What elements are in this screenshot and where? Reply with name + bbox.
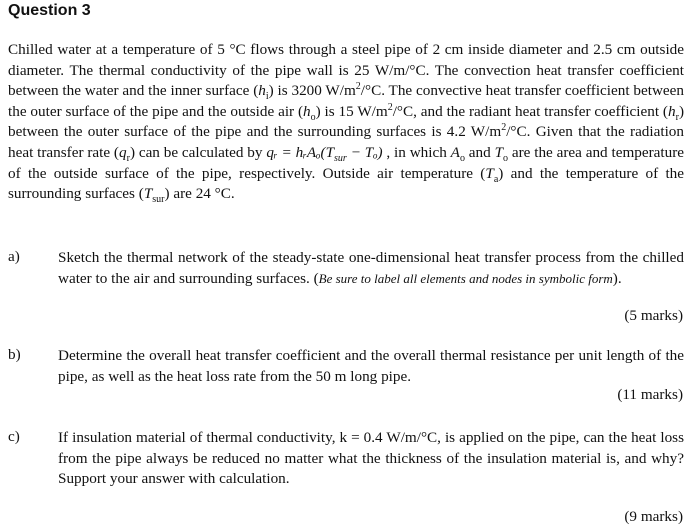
To-subscript: o bbox=[503, 153, 509, 164]
question-title: Question 3 bbox=[8, 2, 91, 19]
To-symbol: T bbox=[494, 143, 504, 161]
intro-text: ) between the outer surface of the pipe and the surrounding surfaces is 4.2 W/m bbox=[8, 102, 684, 141]
hi-symbol: h bbox=[258, 82, 266, 100]
intro-text: and bbox=[464, 143, 495, 161]
Ao-symbol: A bbox=[450, 143, 460, 161]
Tsur-subscript: sur bbox=[152, 194, 165, 206]
formula-subscript: sur bbox=[334, 153, 347, 164]
intro-text: Chilled water at a temperature of 5 °C flows through a steel pipe of 2 cm inside diameter and 2.5 cm outside diameter. The thermal conductivity of the pipe wall is 25 W/m/°C. The convection heat transfer coefficient between the water and the inner surface ( bbox=[8, 41, 684, 100]
intro-text: are the area and temperature of the outside surface of the pipe, respectively. Outside air temperature ( bbox=[8, 143, 685, 182]
intro-text: , in which bbox=[382, 143, 451, 161]
formula-end: − Tₒ) bbox=[346, 143, 383, 161]
part-c-label: c) bbox=[8, 428, 20, 445]
intro-text: ) and the temperature of the surrounding surfaces ( bbox=[8, 164, 685, 203]
part-c-marks: (9 marks) bbox=[624, 508, 683, 525]
hr-symbol: h bbox=[668, 102, 676, 120]
intro-text: ) can be calculated by bbox=[129, 143, 267, 161]
hi-subscript: i bbox=[265, 91, 269, 103]
formula-main: qᵣ = hᵣAₒ(T bbox=[266, 143, 335, 161]
part-a-label: a) bbox=[8, 248, 20, 265]
ho-symbol: h bbox=[303, 102, 311, 120]
radiation-formula bbox=[266, 143, 383, 164]
part-a-hint: Be sure to label all elements and nodes in symbolic form bbox=[318, 270, 613, 286]
Tsur-symbol: T bbox=[143, 185, 153, 203]
squared-superscript: 2 bbox=[355, 81, 361, 93]
qr-subscript: r bbox=[126, 153, 130, 164]
intro-text: ) is 15 W/m bbox=[315, 102, 388, 120]
question-intro-paragraph bbox=[8, 40, 684, 205]
intro-text: ) are 24 °C. bbox=[164, 185, 235, 203]
part-a-body: Sketch the thermal network of the steady-state one-dimensional heat transfer process from the chilled water to the air and surrounding surfaces. ( bbox=[58, 249, 684, 287]
part-b-text: Determine the overall heat transfer coefficient and the overall thermal resistance per unit length of the pipe, as well as the heat loss rate from the 50 m long pipe. bbox=[58, 347, 684, 385]
intro-text: /°C, and the radiant heat transfer coefficient ( bbox=[392, 102, 668, 120]
part-a-end: ). bbox=[612, 269, 622, 287]
intro-text: /°C. The convective heat transfer coefficient between the outer surface of the pipe and the outside air ( bbox=[8, 82, 685, 120]
Ta-subscript: a bbox=[493, 173, 499, 185]
squared-superscript: 2 bbox=[387, 101, 393, 113]
part-b-label: b) bbox=[8, 346, 21, 363]
intro-text: /°C. Given that the radiation heat transfer rate ( bbox=[8, 123, 684, 161]
Ta-symbol: T bbox=[485, 164, 494, 182]
part-c-text: If insulation material of thermal conductivity, k = 0.4 W/m/°C, is applied on the pipe, can the heat loss from the pipe always be reduced no matter what the thickness of the insulation material is, and why? Support your answer with calculation. bbox=[58, 429, 684, 488]
part-a-text bbox=[58, 248, 684, 289]
ho-subscript: o bbox=[310, 111, 316, 123]
squared-superscript: 2 bbox=[501, 122, 507, 134]
part-a-marks: (5 marks) bbox=[624, 307, 683, 324]
part-b-marks: (11 marks) bbox=[617, 386, 683, 403]
intro-text: ) is 3200 W/m bbox=[268, 82, 356, 100]
hr-subscript: r bbox=[675, 111, 679, 123]
Ao-subscript: o bbox=[459, 153, 465, 164]
qr-symbol: q bbox=[119, 143, 127, 161]
